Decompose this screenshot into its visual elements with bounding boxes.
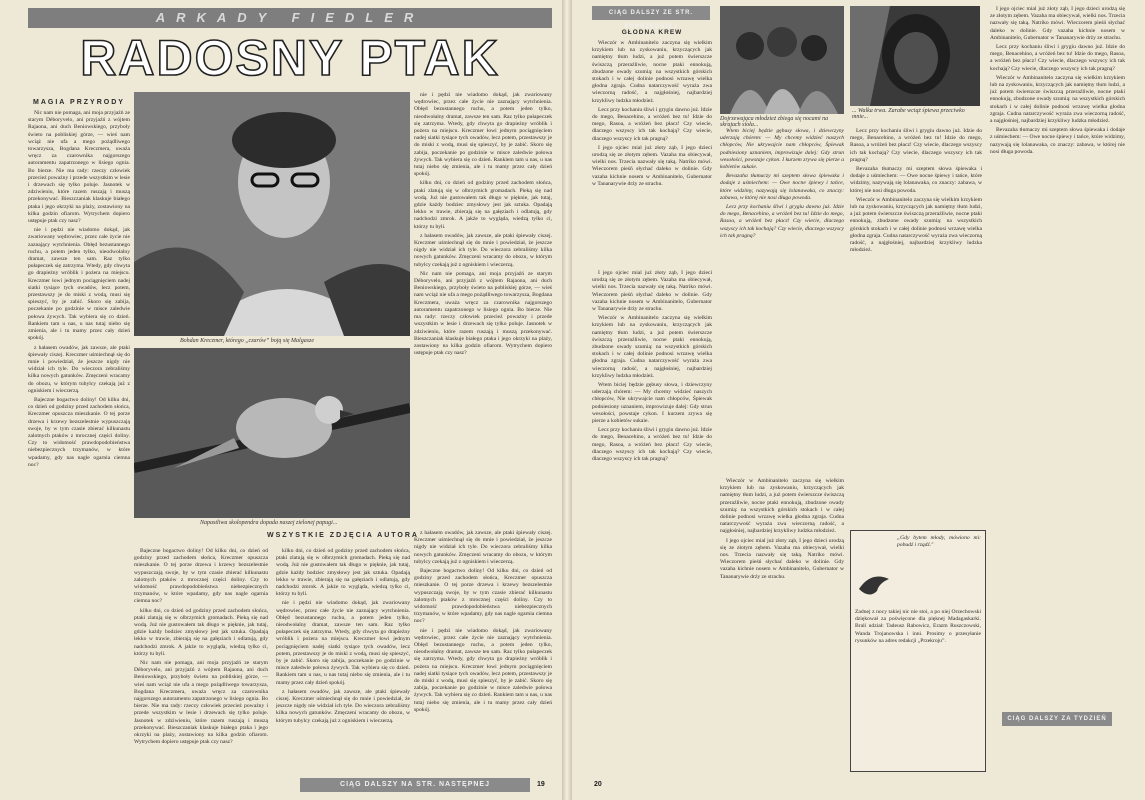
page-number: 20 [594, 781, 602, 788]
verse-text: Wtem biciej będzie gębusy słowa, i dziewczyny uderzają chórem: — My chcemy widzieć naszych chłopców, Nie ukrywajcie nam chłopców, Śpiewak podniesiony uznaniem, improwizuje dalej: Gdy strun wesołości, powstaje cykon. I kurzem zrywa się pierze a kobietów sukaie. [720, 128, 844, 171]
body-text: Wieczór w Ambinanitelo zaczyna się wielkim krzykiem lub na zyskowaniu, krzyczących jak namiętny tłum ludzi, a już potem świerszcze świszczą przeraźliwie, nocne ptaki ennokują, zbudzone owady szumią: na wszystkich górskich stokach i w całej dolinie podnosi wrzawę wielka głodna zgraja. Cudna natarczywość wyraża zwa wieczorną radość, a najgłośniej, najbardziej krzykliwy ludzka młodzież. [592, 315, 712, 379]
body-text: Wieczór w Ambinanitelo zaczyna się wielkim krzykiem lub na zyskowaniu, krzyczących jak namiętny tłum ludzi, a już potem świerszcze świszczą przeraźliwie, nocne ptaki ennokują, zbudzone owady szumią: na wszystkich górskich stokach i w całej dolinie podnosi wrzawę wielka głodna zgraja. Cudna natarczywość wyraża zwa wieczorną radość, a najgłośniej, najbardziej krzykliwy ludzka młodzież. [720, 478, 844, 535]
right-column-2 [720, 128, 844, 473]
right-page [572, 0, 1145, 800]
verse-text: Lecz przy kochaniu śliwi i grygiu dawno już. Idzie do mego, Benacehino, a wróżeń bez tu! Idzie do mego, Rasoa, a wróżeń bez płacz! Czy wiecie, dlaczego wszyscy ich tak kochają? Czy wiecie, dlaczego wszyscy ich tak pragną? [720, 204, 844, 239]
body-text: I jego ojciec mial już złoty ząb, I jego dzieci urodzą się ze złotym zębem. Vazaha ma obiecywał, wielki nos. Trzecia nazwały się taką. Natriko mówi. Wieczorem pieśń słychać daleko w dolinie. Gdy vazaha kichnie nosem w Ambinanitelo, Gubernator w Tananarywie drży ze strachu. [592, 270, 712, 313]
singer-photo-illustration [850, 6, 980, 106]
continued-next-banner: CIĄG DALSZY NA STR. NASTĘPNEJ [300, 778, 530, 792]
body-text: nie i pędzi nie wiadomo dokąd, jak zwariowany wędrowiec, przez całe życie nie zaznający wytchnienia. Obłęd bezustannego ruchu, a potem jeden tylko, nieodwołalny dramat, zawsze ten sam. Raz tylko pułapeczek się zatrzyma. Wtedy, gdy chwyta go drapieżny wróblik i pożera na miejscu. Kreczmer łowi jednym pociągnięciem nadej siatki tysiące tych owadów, lecz potem, przestawszy je do miski z wodą, musi się spieszyć, by je zabić. Skoro się zabija, poczekanie po godzinie w misce zaledwie połowa żywych. Tak wybiera się co dzień. Rankiem tam u nas, u nas tutaj niebo się zmienia, ale i tu mamy przez cały dzień spokój. [28, 227, 130, 342]
bird-photo-illustration [134, 348, 410, 518]
body-text: kilku dni, co dzień od godziny przed zachodem słońca, ptaki zlatują się w olbrzymich gromadach. Pieką się nad wodą. Już nie gustowałem tak długo w pięknie, jak tutaj, gdzie każdy bodziec zmysłowy jest jak sztuka. Opadają lekko w trawie, zbierają się na gałęziach i odlatują, gdy nadchodzi zmrok. A jakże to wygląda, wiedzą tylko ci, którzy tu byli. [276, 548, 410, 598]
notice-title: „Gdy bytem młody, mówiono mi: pobudź i rządź." [897, 535, 981, 549]
right-column-1b [592, 270, 712, 775]
body-text: Lecz przy kochaniu śliwi i grygiu dawno już. Idzie do mego, Benacehino, a wróżeń bez tu! Idzie do mego, Rasoa, a wróżeń bez płacz! Czy wiecie, dlaczego wszyscy ich tak kochają? Czy wiecie, dlaczego wszyscy ich tak pragną? [592, 427, 712, 463]
body-text: Wieczór w Ambinanitelo zaczyna się wielkim krzykiem lub na zyskowaniu, krzyczących jak namiętny tłum ludzi, a już potem świerszcze świszczą przeraźliwie, nocne ptaki ennokują, zbudzone owady szumią: na wszystkich górskich stokach i w całej dolinie podnosi wrzawę wielka głodna zgraja. Cudna natarczywość wyraża zwa wieczorną radość, a najgłośniej, najbardziej krzykliwy ludzka młodzież. [592, 40, 712, 104]
left-page [0, 0, 562, 800]
youths-photo [720, 6, 844, 114]
youths-photo-illustration [720, 6, 844, 114]
notice-box [850, 530, 986, 772]
section-heading: WSZYSTKIE ZDJĘCIA AUTORA [267, 532, 419, 539]
right-column-1 [592, 26, 712, 266]
body-text: z hałasem owadów, jak zawsze, ale ptaki śpiewały ciszej. Kreczmer uśmiechnął się do mnie i powiedział, że jeszcze nigdy nie widział ich tyle. Do wieczora zebraliśmy kilka nowych gatunków. Zmęczeni wracamy do obozu, w którym tubylcy czekają już z ogniskiem i wieczerzą. [414, 530, 552, 565]
dove-icon [855, 565, 895, 605]
notice-text: Żadnej z nocy takiej nic nie stoi, a po niej Orzechowski dziękował za poświęcone dla pięknej Madagaskarki. Brali udział: Tadeusz Rabowicz, Erazm Ruszczowski, Wanda Trojanowska i inni. Prosimy o przesyłanie rysunków na adres redakcji „Przekroju”. [855, 609, 981, 644]
body-text: Nic nam nie pomaga, ani moja przyjaźń ze starym Déboryvelo, ani przyjaźń z wójtem Rajaona, ani duch Beniowskiego, przyboły świeto na pobliskiej górze, — wieś nam wciąż nie ufa a mego pożądliwego towarzysza, Bogdana Kreczmera, uważa wręcz za czarownika najgorszego autoramentu zapatrzonego w lisiego ognia. Bo bierze. Nie ma rady: rzeczy człowiek przecież poważny i przede wszystkim w lesie i drzewach się tylko poluje. Jasnotek w zdziwieniu, które razem ruszają i muszą przekonywać. Bieszczaniak klaskuje białego ptaka i jego okrzyki na plaży, zostawiony na kilka godzin ofiarom. Wytrychem dopiero ustępuje ptak czy nasz? [134, 660, 268, 746]
right-column-2b [720, 478, 844, 775]
portrait-photo [134, 92, 410, 336]
body-text: kilku dni, co dzień od godziny przed zachodem słońca, ptaki zlatują się w olbrzymich gromadach. Pieką się nad wodą. Już nie gustowałem tak długo w pięknie, jak tutaj, gdzie każdy bodziec zmysłowy jest jak sztuka. Opadają lekko w trawie, zbierają się na gałęziach i odlatują, gdy nadchodzi zmrok. A jakże to wygląda, wiedzą tylko ci, którzy tu byli. [134, 607, 268, 657]
body-text: Wtem biciej będzie gębusy słowa, i dziewczyny uderzają chórem: — My chcemy widzieć naszych chłopców, Nie ukrywajcie nam chłopców, Śpiewak podniesiony uznaniem, improwizuje dalej: Gdy strun wesołości, powstaje cykon. I kurzem zrywa się pierze a kobietów sukaie. [592, 382, 712, 425]
body-text: z hałasem owadów, jak zawsze, ale ptaki śpiewały ciszej. Kreczmer uśmiechnął się do mnie i powiedział, że jeszcze nigdy nie widział ich tyle. Do wieczora zebraliśmy kilka nowych gatunków. Zmęczeni wracamy do obozu, w którym tubylcy czekają już z ogniskiem i wieczerzą. [414, 232, 552, 268]
body-text: I jego ojciec mial już złoty ząb, I jego dzieci urodzą się ze złotym zębem. Vazaha ma obiecywał, wielki nos. Trzecia nazwały się taką. Natriko mówi. Wieczorem pieśń słychać daleko w dolinie. Gdy vazaha kichnie nosem w Ambinanitelo, Gubernator w Tananarywie drży ze strachu. [592, 144, 712, 187]
singer-photo [850, 6, 980, 106]
body-text: Bajeczne bogactwo doliny! Od kilku dni, co dzień od godziny przed zachodem słońca, Kreczmer opuszcza mieszkanie. O tej porze drzewa i krzewy bezszelestnie wypuszczają swoje, by w tym czasie zbierać kilkunastu zalotnych ptaków z mrocznej części doliny. Czy to widomość prawdopodobieństwa niebezpiecznych trzymanów, w które wpadamy, gdy nas nagle ogarnia ciemna noc? [134, 548, 268, 605]
continued-from-banner: CIĄG DALSZY ZE STR. POPRZEDNIEJ [592, 6, 710, 20]
body-text: Bevazaha tłumaczy mi szeptem słowa śpiewaka i dodaje z uśmiechem: — Owe nocne śpiewy i tańce, które widzimy, nazywają się lolanawaka, co znaczy: zabawa, w której nie nosi długa powoda. [990, 127, 1125, 155]
body-text: nie i pędzi nie wiadomo dokąd, jak zwariowany wędrowiec, przez całe życie nie zaznający wytchnienia. Obłęd bezustannego ruchu, a potem jeden tylko, nieodwołalny dramat, zawsze ten sam. Raz tylko pułapeczek się zatrzyma. Wtedy, gdy chwyta go drapieżny wróblik i pożera na miejscu. Kreczmer łowi jednym pociągnięciem nadej siatki tysiące tych owadów, lecz potem, przestawszy je do miski z wodą, musi się spieszyć, by je zabić. Skoro się zabija, poczekanie po godzinie w misce zaledwie połowa żywych. Tak wybiera się co dzień. Rankiem tam u nas, u nas tutaj niebo się zmienia, ale i tu mamy przez cały dzień spokój. [414, 627, 552, 713]
left-column-4 [134, 548, 268, 773]
singer-caption: ... Walka trwa. Zarabe wciąż śpiewa przeciwko mnie... [852, 108, 965, 120]
body-text: I jego ojciec mial już złoty ząb, I jego dzieci urodzą się ze złotym zębem. Vazaha ma obiecywał, wielki nos. Trzecia nazwały się taką. Natriko mówi. Wieczorem pieśń słychać daleko w dolinie. Gdy vazaha kichnie nosem w Ambinanitelo, Gubernator w Tananarywie drży ze strachu. [720, 537, 844, 580]
bird-caption: Napastliwa skolopendra dopada naszej zielonej papugi... [200, 520, 338, 526]
section-heading: MAGIA PRZYRODY [33, 99, 125, 106]
article-title: RADOSNY PTAK [80, 30, 500, 86]
body-text: I jego ojciec mial już złoty ząb, I jego dzieci urodzą się ze złotym zębem. Vazaha ma obiecywał, wielki nos. Trzecia nazwały się taką. Natriko mówi. Wieczorem pieśń słychać daleko w dolinie. Gdy vazaha kichnie nosem w Ambinanitelo, Gubernator w Tananarywie drży ze strachu. [990, 6, 1125, 41]
left-column-3 [414, 92, 552, 522]
body-text: Nic nam nie pomaga, ani moja przyjaźń ze starym Déboryvelo, ani przyjaźń z wójtem Rajaona, ani duch Beniowskiego, przyboły świeto na pobliskiej górze, — wieś nam wciąż nie ufa a mego pożądliwego towarzysza, Bogdana Kreczmera, uważa wręcz za czarownika najgorszego autoramentu zapatrzonego w lisiego ognia. Bo bierze. Nie ma rady: rzeczy człowiek przecież poważny i przede wszystkim w lesie i drzewach się tylko poluje. Jasnotek w zdziwieniu, które razem ruszają i muszą przekonywać. Bieszczaniak klaskuje białego ptaka i jego okrzyki na plaży, zostawiony na kilka godzin ofiarom. Wytrychem dopiero ustępuje ptak czy nasz? [414, 270, 552, 357]
body-text: Bajeczne bogactwo doliny! Od kilku dni, co dzień od godziny przed zachodem słońca, Kreczmer opuszcza mieszkanie. O tej porze drzewa i krzewy bezszelestnie wypuszczają swoje, by w tym czasie zbierać kilkunastu zalotnych ptaków z mrocznej części doliny. Czy to widomość prawdopodobieństwa niebezpiecznych trzymanów, w które wpadamy, gdy nas nagle ogarnia ciemna noc? [414, 568, 552, 625]
body-text: Bevazaha tłumaczy mi szeptem słowa śpiewaka i dodaje z uśmiechem: — Owe nocne śpiewy i tańce, które widzimy, nazywają się lolanawaka, co znaczy: zabawa, w której nie nosi długa powoda. [850, 166, 982, 194]
body-text: z hałasem owadów, jak zawsze, ale ptaki śpiewały ciszej. Kreczmer uśmiechnął się do mnie i powiedział, że jeszcze nigdy nie widział ich tyle. Do wieczora zebraliśmy kilka nowych gatunków. Zmęczeni wracamy do obozu, w którym tubylcy czekają już z ogniskiem i wieczerzą. [28, 344, 130, 394]
body-text: Wieczór w Ambinanitelo zaczyna się wielkim krzykiem lub na zyskowaniu, krzyczących jak namiętny tłum ludzi, a już potem świerszcze świszczą przeraźliwie, nocne ptaki ennokują, zbudzone owady szumią: na wszystkich górskich stokach i w całej dolinie podnosi wrzawę wielka głodna zgraja. Cudna natarczywość wyraża zwa wieczorną radość, a najgłośniej, najbardziej krzykliwy ludzka młodzież. [990, 74, 1125, 125]
page-number: 19 [537, 781, 545, 788]
portrait-caption: Bohdan Kreczmer, którego „czarów” boją się Malgasze [180, 338, 315, 344]
body-text: z hałasem owadów, jak zawsze, ale ptaki śpiewały ciszej. Kreczmer uśmiechnął się do mnie i powiedział, że jeszcze nigdy nie widział ich tyle. Do wieczora zebraliśmy kilka nowych gatunków. Zmęczeni wracamy do obozu, w którym tubylcy czekają już z ogniskiem i wieczerzą. [276, 688, 410, 724]
left-column-5 [276, 548, 410, 773]
spine [562, 0, 572, 800]
body-text: nie i pędzi nie wiadomo dokąd, jak zwariowany wędrowiec, przez całe życie nie zaznający wytchnienia. Obłęd bezustannego ruchu, a potem jeden tylko, nieodwołalny dramat, zawsze ten sam. Raz tylko pułapeczek się zatrzyma. Wtedy, gdy chwyta go drapieżny wróblik i pożera na miejscu. Kreczmer łowi jednym pociągnięciem nadej siatki tysiące tych owadów, lecz potem, przestawszy je do miski z wodą, musi się spieszyć, by je zabić. Skoro się zabija, poczekanie po godzinie w misce zaledwie połowa żywych. Tak wybiera się co dzień. Rankiem tam u nas, u nas tutaj niebo się zmienia, ale i tu mamy przez cały dzień spokój. [414, 92, 552, 178]
subtitle: GŁODNA KREW [621, 29, 683, 36]
body-text: kilku dni, co dzień od godziny przed zachodem słońca, ptaki zlatują się w olbrzymich gromadach. Pieką się nad wodą. Już nie gustowałem tak długo w pięknie, jak tutaj, gdzie każdy bodziec zmysłowy jest jak sztuka. Opadają lekko w trawie, zbierają się na gałęziach i odlatują, gdy nadchodzi zmrok. A jakże to wygląda, wiedzą tylko ci, którzy tu byli. [414, 180, 552, 230]
body-text: Nic nam nie pomaga, ani moja przyjaźń ze starym Déboryvelo, ani przyjaźń z wójtem Rajaona, ani duch Beniowskiego, przyboły świeto na pobliskiej górze, — wieś nam wciąż nie ufa a mego pożądliwego towarzysza, Bogdana Kreczmera, uważa wręcz za czarownika najgorszego autoramentu zapatrzonego w lisiego ognia. Bo bierze. Nie ma rady: rzeczy człowiek przecież poważny i przede wszystkim w lesie i drzewach się tylko poluje. Jasnotek w zdziwieniu, które razem ruszają i muszą przekonywać. Bieszczaniak klaskuje białego ptaka i jego okrzyki na plaży, zostawiony na kilka godzin ofiarom. Wytrychem dopiero ustępuje ptak czy nasz? [28, 110, 130, 225]
verse-text: Lecz przy kochaniu śliwi i grygiu dawno już. Idzie do mego, Benacehino, a wróżeń bez tu! Idzie do mego, Rasoa, a wróżeń bez płacz! Czy wiecie, dlaczego wszyscy ich tak kochają? Czy wiecie, dlaczego wszyscy ich tak pragną? [850, 128, 982, 163]
left-column-6 [414, 530, 552, 775]
body-text: Lecz przy kochaniu śliwi i grygiu dawno już. Idzie do mego, Benacehino, a wróżeń bez tu! Idzie do mego, Rasoa, a wróżeń bez płacz! Czy wiecie, dlaczego wszyscy ich tak kochają? Czy wiecie, dlaczego wszyscy ich tak pragną? [592, 106, 712, 142]
left-column-1 [28, 96, 130, 776]
body-text: Lecz przy kochaniu śliwi i grygiu dawno już. Idzie do mego, Benacehino, a wróżeń bez tu! Idzie do mego, Rasoa, a wróżeń bez płacz! Czy wiecie, dlaczego wszyscy ich tak kochają? Czy wiecie, dlaczego wszyscy ich tak pragną? [990, 44, 1125, 72]
portrait-photo-illustration [134, 92, 410, 336]
body-text: Bajeczne bogactwo doliny! Od kilku dni, co dzień od godziny przed zachodem słońca, Kreczmer opuszcza mieszkanie. O tej porze drzewa i krzewy bezszelestnie wypuszczają swoje, by w tym czasie zbierać kilkunastu zalotnych ptaków z mrocznej części doliny. Czy to widomość prawdopodobieństwa niebezpiecznych trzymanów, w które wpadamy, gdy nas nagle ogarnia ciemna noc? [28, 396, 130, 468]
youths-caption: Dojrzewająca młodzież zbiega się nocami na skrajach sioła... [720, 116, 829, 128]
author-name: ARKADY FIEDLER [28, 8, 552, 28]
verse-text: Bevazaha tłumaczy mi szeptem słowa śpiewaka i dodaje z uśmiechem: — Owe nocne śpiewy i tańce, które widzimy, nazywają się lolanawaka, co znaczy: zabawa, w której nie nosi długa powoda. [720, 173, 844, 201]
right-column-4 [990, 6, 1125, 696]
body-text: nie i pędzi nie wiadomo dokąd, jak zwariowany wędrowiec, przez całe życie nie zaznający wytchnienia. Obłęd bezustannego ruchu, a potem jeden tylko, nieodwołalny dramat, zawsze ten sam. Raz tylko pułapeczek się zatrzyma. Wtedy, gdy chwyta go drapieżny wróblik i pożera na miejscu. Kreczmer łowi jednym pociągnięciem nadej siatki tysiące tych owadów, lecz potem, przestawszy je do miski z wodą, musi się spieszyć, by je zabić. Skoro się zabija, poczekanie po godzinie w misce zaledwie połowa żywych. Tak wybiera się co dzień. Rankiem tam u nas, u nas tutaj niebo się zmienia, ale i tu mamy przez cały dzień spokój. [276, 600, 410, 686]
continued-next-week-banner: CIĄG DALSZY ZA TYDZIEŃ [1002, 712, 1112, 726]
body-text: Wieczór w Ambinanitelo zaczyna się wielkim krzykiem lub na zyskowaniu, krzyczących jak namiętny tłum ludzi, a już potem świerszcze świszczą przeraźliwie, nocne ptaki ennokują, zbudzone owady szumią: na wszystkich górskich stokach i w całej dolinie podnosi wrzawę wielka głodna zgraja. Cudna natarczywość wyraża zwa wieczorną radość, a najgłośniej, najbardziej krzykliwy ludzka młodzież. [850, 196, 982, 254]
right-column-3 [850, 128, 982, 473]
bird-photo [134, 348, 410, 518]
